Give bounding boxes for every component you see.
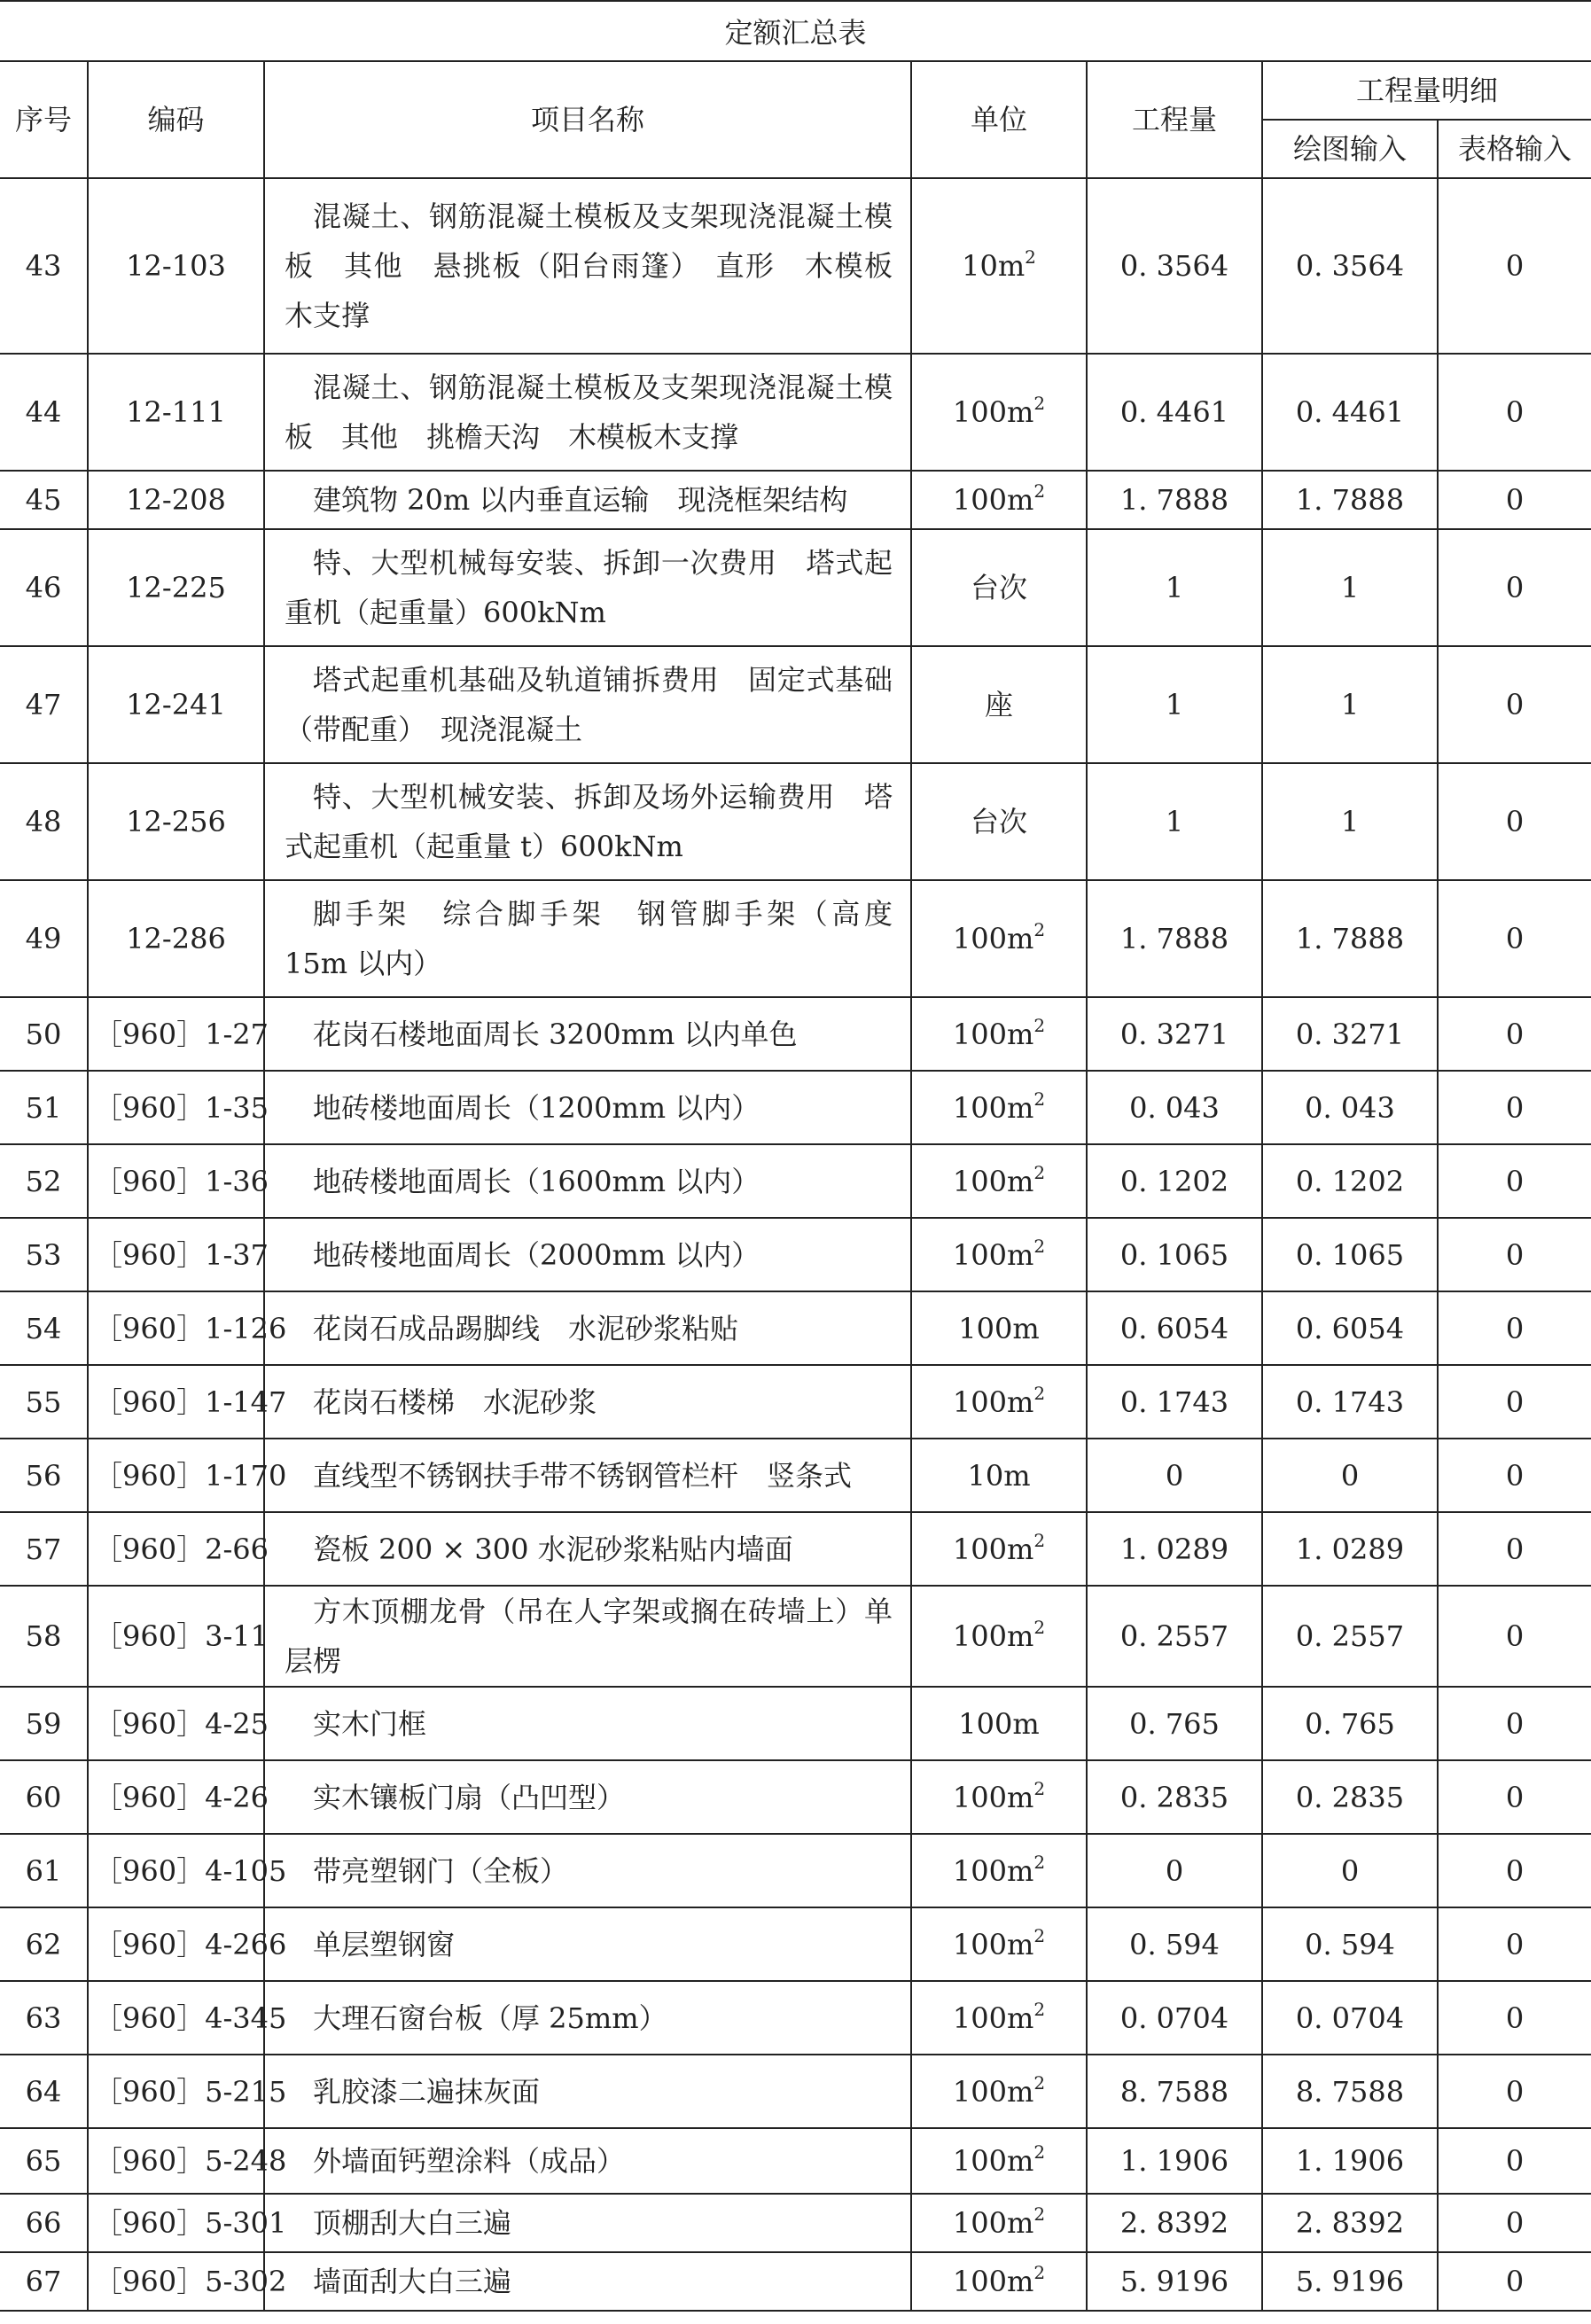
cell-seq: 43 bbox=[0, 178, 88, 354]
header-table-input: 表格输入 bbox=[1438, 120, 1591, 178]
cell-qty: 0. 2557 bbox=[1087, 1586, 1262, 1687]
cell-name: 混凝土、钢筋混凝土模板及支架现浇混凝土模板 其他 挑檐天沟 木模板木支撑 bbox=[264, 354, 911, 471]
cell-qty: 0 bbox=[1087, 1834, 1262, 1907]
header-draw-input: 绘图输入 bbox=[1262, 120, 1438, 178]
table-row bbox=[0, 997, 1591, 1071]
cell-draw-input: 8. 7588 bbox=[1262, 2055, 1438, 2128]
cell-table-input: 0 bbox=[1438, 2055, 1591, 2128]
cell-seq: 47 bbox=[0, 646, 88, 763]
cell-unit bbox=[911, 1834, 1087, 1907]
cell-draw-input: 2. 8392 bbox=[1262, 2194, 1438, 2252]
cell-unit bbox=[911, 529, 1087, 646]
cell-draw-input: 0. 0704 bbox=[1262, 1981, 1438, 2055]
cell-unit bbox=[911, 1291, 1087, 1365]
cell-name: 外墙面钙塑涂料（成品） bbox=[264, 2128, 911, 2194]
cell-table-input: 0 bbox=[1438, 997, 1591, 1071]
cell-code: ［960］5-248 bbox=[88, 2128, 264, 2194]
header-seq: 序号 bbox=[0, 61, 88, 178]
unit-superscript: 2 bbox=[1033, 1014, 1046, 1036]
cell-qty: 0. 765 bbox=[1087, 1687, 1262, 1760]
cell-table-input: 0 bbox=[1438, 880, 1591, 997]
unit-superscript: 2 bbox=[1033, 480, 1046, 502]
cell-draw-input: 0. 1065 bbox=[1262, 1218, 1438, 1291]
cell-seq: 45 bbox=[0, 471, 88, 529]
cell-draw-input: 1. 1906 bbox=[1262, 2128, 1438, 2194]
cell-table-input: 0 bbox=[1438, 1512, 1591, 1586]
table-row bbox=[0, 2252, 1591, 2311]
cell-name: 地砖楼地面周长（2000mm 以内） bbox=[264, 1218, 911, 1291]
cell-draw-input: 1. 7888 bbox=[1262, 880, 1438, 997]
cell-qty: 0. 2835 bbox=[1087, 1760, 1262, 1834]
cell-unit bbox=[911, 1144, 1087, 1218]
cell-code: ［960］1-36 bbox=[88, 1144, 264, 1218]
unit-superscript: 2 bbox=[1033, 1851, 1046, 1873]
cell-unit bbox=[911, 1760, 1087, 1834]
quota-summary-table bbox=[0, 60, 1591, 2312]
cell-seq: 54 bbox=[0, 1291, 88, 1365]
unit-base: 100m bbox=[952, 1384, 1034, 1419]
cell-code: ［960］1-126 bbox=[88, 1291, 264, 1365]
cell-name: 实木镶板门扇（凸凹型） bbox=[264, 1760, 911, 1834]
unit-base: 100m bbox=[952, 1017, 1034, 1051]
unit-superscript: 2 bbox=[1033, 1998, 1046, 2020]
cell-draw-input: 1 bbox=[1262, 529, 1438, 646]
table-row bbox=[0, 178, 1591, 354]
cell-seq: 48 bbox=[0, 763, 88, 880]
cell-unit bbox=[911, 997, 1087, 1071]
cell-unit bbox=[911, 763, 1087, 880]
cell-qty: 1 bbox=[1087, 529, 1262, 646]
cell-draw-input: 1 bbox=[1262, 763, 1438, 880]
table-row bbox=[0, 1834, 1591, 1907]
cell-seq: 63 bbox=[0, 1981, 88, 2055]
cell-draw-input: 0. 6054 bbox=[1262, 1291, 1438, 1365]
cell-code: 12-208 bbox=[88, 471, 264, 529]
unit-base: 10m bbox=[962, 249, 1026, 283]
cell-unit bbox=[911, 1907, 1087, 1981]
cell-draw-input: 0. 765 bbox=[1262, 1687, 1438, 1760]
cell-name: 带亮塑钢门（全板） bbox=[264, 1834, 911, 1907]
cell-qty: 0. 1743 bbox=[1087, 1365, 1262, 1439]
cell-qty: 0. 0704 bbox=[1087, 1981, 1262, 2055]
cell-name: 顶棚刮大白三遍 bbox=[264, 2194, 911, 2252]
table-row bbox=[0, 1218, 1591, 1291]
cell-seq: 52 bbox=[0, 1144, 88, 1218]
cell-code: ［960］4-345 bbox=[88, 1981, 264, 2055]
cell-code: ［960］3-11 bbox=[88, 1586, 264, 1687]
cell-code: ［960］4-105 bbox=[88, 1834, 264, 1907]
cell-code: 12-286 bbox=[88, 880, 264, 997]
cell-draw-input: 1 bbox=[1262, 646, 1438, 763]
cell-table-input: 0 bbox=[1438, 1586, 1591, 1687]
cell-code: ［960］1-170 bbox=[88, 1439, 264, 1512]
cell-unit bbox=[911, 1071, 1087, 1144]
unit-base: 台次 bbox=[970, 571, 1027, 604]
unit-base: 100m bbox=[952, 922, 1034, 955]
cell-name: 单层塑钢窗 bbox=[264, 1907, 911, 1981]
table-row bbox=[0, 763, 1591, 880]
cell-draw-input: 0. 2835 bbox=[1262, 1760, 1438, 1834]
cell-table-input: 0 bbox=[1438, 1144, 1591, 1218]
unit-superscript: 2 bbox=[1033, 1924, 1046, 1946]
cell-name: 大理石窗台板（厚 25mm） bbox=[264, 1981, 911, 2055]
cell-unit bbox=[911, 1687, 1087, 1760]
unit-superscript: 2 bbox=[1033, 1088, 1046, 1110]
cell-qty: 1. 7888 bbox=[1087, 471, 1262, 529]
cell-name: 塔式起重机基础及轨道铺拆费用 固定式基础（带配重） 现浇混凝土 bbox=[264, 646, 911, 763]
cell-draw-input: 0. 2557 bbox=[1262, 1586, 1438, 1687]
cell-name: 建筑物 20m 以内垂直运输 现浇框架结构 bbox=[264, 471, 911, 529]
unit-base: 100m bbox=[952, 483, 1034, 517]
cell-qty: 0. 6054 bbox=[1087, 1291, 1262, 1365]
cell-code: ［960］1-147 bbox=[88, 1365, 264, 1439]
cell-qty: 1 bbox=[1087, 646, 1262, 763]
cell-draw-input: 0. 3271 bbox=[1262, 997, 1438, 1071]
cell-table-input: 0 bbox=[1438, 529, 1591, 646]
cell-seq: 59 bbox=[0, 1687, 88, 1760]
cell-draw-input: 0 bbox=[1262, 1439, 1438, 1512]
unit-superscript: 2 bbox=[1033, 919, 1046, 940]
cell-table-input: 0 bbox=[1438, 2128, 1591, 2194]
cell-name: 花岗石楼梯 水泥砂浆 bbox=[264, 1365, 911, 1439]
cell-name: 方木顶棚龙骨（吊在人字架或搁在砖墙上）单层楞 bbox=[264, 1586, 911, 1687]
cell-qty: 5. 9196 bbox=[1087, 2252, 1262, 2311]
cell-table-input: 0 bbox=[1438, 1365, 1591, 1439]
cell-name: 实木门框 bbox=[264, 1687, 911, 1760]
cell-unit bbox=[911, 471, 1087, 529]
cell-qty: 0. 4461 bbox=[1087, 354, 1262, 471]
unit-base: 100m bbox=[958, 1311, 1040, 1345]
cell-unit bbox=[911, 1586, 1087, 1687]
cell-qty: 1. 0289 bbox=[1087, 1512, 1262, 1586]
cell-code: ［960］4-26 bbox=[88, 1760, 264, 1834]
unit-base: 100m bbox=[952, 2000, 1034, 2035]
unit-superscript: 2 bbox=[1033, 1235, 1046, 1257]
cell-qty: 1. 1906 bbox=[1087, 2128, 1262, 2194]
table-title: 定额汇总表 bbox=[0, 0, 1591, 60]
cell-draw-input: 0. 1202 bbox=[1262, 1144, 1438, 1218]
cell-table-input: 0 bbox=[1438, 1071, 1591, 1144]
table-row bbox=[0, 1512, 1591, 1586]
cell-unit bbox=[911, 2128, 1087, 2194]
cell-seq: 58 bbox=[0, 1586, 88, 1687]
cell-name: 花岗石楼地面周长 3200mm 以内单色 bbox=[264, 997, 911, 1071]
unit-base: 100m bbox=[952, 1090, 1034, 1125]
cell-code: ［960］1-35 bbox=[88, 1071, 264, 1144]
unit-base: 100m bbox=[952, 1237, 1034, 1272]
cell-unit bbox=[911, 1439, 1087, 1512]
cell-name: 特、大型机械安装、拆卸及场外运输费用 塔式起重机（起重量 t）600kNm bbox=[264, 763, 911, 880]
cell-qty: 0. 594 bbox=[1087, 1907, 1262, 1981]
cell-table-input: 0 bbox=[1438, 1291, 1591, 1365]
cell-code: 12-225 bbox=[88, 529, 264, 646]
cell-name: 地砖楼地面周长（1600mm 以内） bbox=[264, 1144, 911, 1218]
unit-base: 100m bbox=[952, 2206, 1034, 2240]
unit-base: 100m bbox=[952, 1927, 1034, 1961]
unit-base: 100m bbox=[952, 2265, 1034, 2298]
cell-qty: 0. 1065 bbox=[1087, 1218, 1262, 1291]
cell-draw-input: 0. 4461 bbox=[1262, 354, 1438, 471]
table-row bbox=[0, 1586, 1591, 1687]
cell-qty: 0 bbox=[1087, 1439, 1262, 1512]
cell-code: 12-256 bbox=[88, 763, 264, 880]
table-row bbox=[0, 1365, 1591, 1439]
cell-name: 花岗石成品踢脚线 水泥砂浆粘贴 bbox=[264, 1291, 911, 1365]
cell-code: 12-111 bbox=[88, 354, 264, 471]
table-row bbox=[0, 1291, 1591, 1365]
cell-code: ［960］2-66 bbox=[88, 1512, 264, 1586]
cell-unit bbox=[911, 880, 1087, 997]
table-row bbox=[0, 1760, 1591, 1834]
cell-seq: 61 bbox=[0, 1834, 88, 1907]
cell-unit bbox=[911, 1981, 1087, 2055]
table-row bbox=[0, 1907, 1591, 1981]
unit-base: 10m bbox=[967, 1458, 1031, 1493]
cell-seq: 44 bbox=[0, 354, 88, 471]
table-row bbox=[0, 1439, 1591, 1512]
unit-base: 100m bbox=[952, 1853, 1034, 1888]
table-row bbox=[0, 2128, 1591, 2194]
cell-qty: 8. 7588 bbox=[1087, 2055, 1262, 2128]
cell-table-input: 0 bbox=[1438, 178, 1591, 354]
unit-base: 100m bbox=[952, 1164, 1034, 1198]
cell-name: 瓷板 200 × 300 水泥砂浆粘贴内墙面 bbox=[264, 1512, 911, 1586]
unit-base: 100m bbox=[952, 2144, 1034, 2178]
cell-table-input: 0 bbox=[1438, 1760, 1591, 1834]
unit-superscript: 2 bbox=[1033, 2262, 1046, 2283]
cell-draw-input: 1. 7888 bbox=[1262, 471, 1438, 529]
cell-draw-input: 0. 594 bbox=[1262, 1907, 1438, 1981]
cell-draw-input: 0. 3564 bbox=[1262, 178, 1438, 354]
cell-unit bbox=[911, 646, 1087, 763]
unit-base: 100m bbox=[952, 2074, 1034, 2109]
cell-name: 地砖楼地面周长（1200mm 以内） bbox=[264, 1071, 911, 1144]
table-row bbox=[0, 471, 1591, 529]
cell-table-input: 0 bbox=[1438, 1439, 1591, 1512]
cell-seq: 55 bbox=[0, 1365, 88, 1439]
cell-seq: 60 bbox=[0, 1760, 88, 1834]
cell-name: 墙面刮大白三遍 bbox=[264, 2252, 911, 2311]
cell-qty: 1. 7888 bbox=[1087, 880, 1262, 997]
cell-unit bbox=[911, 1365, 1087, 1439]
cell-seq: 50 bbox=[0, 997, 88, 1071]
cell-qty: 0. 043 bbox=[1087, 1071, 1262, 1144]
unit-superscript: 2 bbox=[1033, 2141, 1046, 2163]
header-detail: 工程量明细 bbox=[1262, 61, 1591, 120]
table-row bbox=[0, 529, 1591, 646]
unit-base: 100m bbox=[958, 1706, 1040, 1741]
cell-draw-input: 0. 1743 bbox=[1262, 1365, 1438, 1439]
cell-name: 特、大型机械每安装、拆卸一次费用 塔式起重机（起重量）600kNm bbox=[264, 529, 911, 646]
cell-unit bbox=[911, 2055, 1087, 2128]
unit-base: 台次 bbox=[970, 805, 1027, 838]
cell-name: 直线型不锈钢扶手带不锈钢管栏杆 竖条式 bbox=[264, 1439, 911, 1512]
cell-table-input: 0 bbox=[1438, 2252, 1591, 2311]
cell-unit bbox=[911, 1218, 1087, 1291]
cell-seq: 62 bbox=[0, 1907, 88, 1981]
unit-superscript: 2 bbox=[1033, 2071, 1046, 2094]
cell-table-input: 0 bbox=[1438, 1907, 1591, 1981]
cell-unit bbox=[911, 2194, 1087, 2252]
table-row bbox=[0, 2055, 1591, 2128]
cell-name: 乳胶漆二遍抹灰面 bbox=[264, 2055, 911, 2128]
cell-seq: 49 bbox=[0, 880, 88, 997]
table-row bbox=[0, 1071, 1591, 1144]
cell-seq: 66 bbox=[0, 2194, 88, 2252]
cell-code: ［960］1-37 bbox=[88, 1218, 264, 1291]
header-qty: 工程量 bbox=[1087, 61, 1262, 178]
cell-seq: 65 bbox=[0, 2128, 88, 2194]
header-code: 编码 bbox=[88, 61, 264, 178]
cell-code: ［960］4-266 bbox=[88, 1907, 264, 1981]
cell-table-input: 0 bbox=[1438, 354, 1591, 471]
cell-table-input: 0 bbox=[1438, 1981, 1591, 2055]
table-row bbox=[0, 1687, 1591, 1760]
cell-name: 混凝土、钢筋混凝土模板及支架现浇混凝土模板 其他 悬挑板（阳台雨篷） 直形 木模板木支撑 bbox=[264, 178, 911, 354]
cell-qty: 0. 3564 bbox=[1087, 178, 1262, 354]
unit-superscript: 2 bbox=[1033, 1529, 1046, 1551]
cell-unit bbox=[911, 354, 1087, 471]
unit-superscript: 2 bbox=[1033, 393, 1046, 414]
cell-draw-input: 5. 9196 bbox=[1262, 2252, 1438, 2311]
unit-superscript: 2 bbox=[1033, 1161, 1046, 1183]
cell-code: ［960］4-25 bbox=[88, 1687, 264, 1760]
table-row bbox=[0, 1981, 1591, 2055]
cell-table-input: 0 bbox=[1438, 471, 1591, 529]
unit-superscript: 2 bbox=[1033, 2203, 1046, 2225]
table-row bbox=[0, 2194, 1591, 2252]
table-row bbox=[0, 880, 1591, 997]
unit-base: 座 bbox=[984, 688, 1013, 721]
cell-table-input: 0 bbox=[1438, 763, 1591, 880]
cell-name: 脚手架 综合脚手架 钢管脚手架（高度 15m 以内） bbox=[264, 880, 911, 997]
table-body bbox=[0, 178, 1591, 2311]
table-row bbox=[0, 646, 1591, 763]
unit-superscript: 2 bbox=[1033, 1777, 1046, 1799]
cell-table-input: 0 bbox=[1438, 2194, 1591, 2252]
cell-seq: 56 bbox=[0, 1439, 88, 1512]
cell-seq: 64 bbox=[0, 2055, 88, 2128]
cell-seq: 53 bbox=[0, 1218, 88, 1291]
cell-table-input: 0 bbox=[1438, 1834, 1591, 1907]
table-row bbox=[0, 1144, 1591, 1218]
cell-seq: 57 bbox=[0, 1512, 88, 1586]
cell-qty: 2. 8392 bbox=[1087, 2194, 1262, 2252]
cell-draw-input: 0. 043 bbox=[1262, 1071, 1438, 1144]
cell-code: ［960］5-301 bbox=[88, 2194, 264, 2252]
cell-seq: 46 bbox=[0, 529, 88, 646]
unit-superscript: 2 bbox=[1025, 246, 1036, 268]
cell-table-input: 0 bbox=[1438, 646, 1591, 763]
cell-table-input: 0 bbox=[1438, 1218, 1591, 1291]
cell-unit bbox=[911, 1512, 1087, 1586]
unit-base: 100m bbox=[952, 395, 1034, 429]
cell-unit bbox=[911, 2252, 1087, 2311]
table-row bbox=[0, 354, 1591, 471]
unit-superscript: 2 bbox=[1033, 1617, 1046, 1638]
unit-superscript: 2 bbox=[1033, 1382, 1046, 1404]
cell-unit bbox=[911, 178, 1087, 354]
cell-code: 12-241 bbox=[88, 646, 264, 763]
header-name: 项目名称 bbox=[264, 61, 911, 178]
cell-qty: 0. 1202 bbox=[1087, 1144, 1262, 1218]
cell-qty: 1 bbox=[1087, 763, 1262, 880]
unit-base: 100m bbox=[952, 1780, 1034, 1814]
cell-code: ［960］5-215 bbox=[88, 2055, 264, 2128]
cell-table-input: 0 bbox=[1438, 1687, 1591, 1760]
unit-base: 100m bbox=[952, 1532, 1034, 1566]
header-unit: 单位 bbox=[911, 61, 1087, 178]
cell-code: 12-103 bbox=[88, 178, 264, 354]
cell-draw-input: 1. 0289 bbox=[1262, 1512, 1438, 1586]
cell-qty: 0. 3271 bbox=[1087, 997, 1262, 1071]
cell-seq: 67 bbox=[0, 2252, 88, 2311]
cell-draw-input: 0 bbox=[1262, 1834, 1438, 1907]
unit-base: 100m bbox=[952, 1619, 1034, 1653]
cell-code: ［960］5-302 bbox=[88, 2252, 264, 2311]
cell-code: ［960］1-27 bbox=[88, 997, 264, 1071]
cell-seq: 51 bbox=[0, 1071, 88, 1144]
